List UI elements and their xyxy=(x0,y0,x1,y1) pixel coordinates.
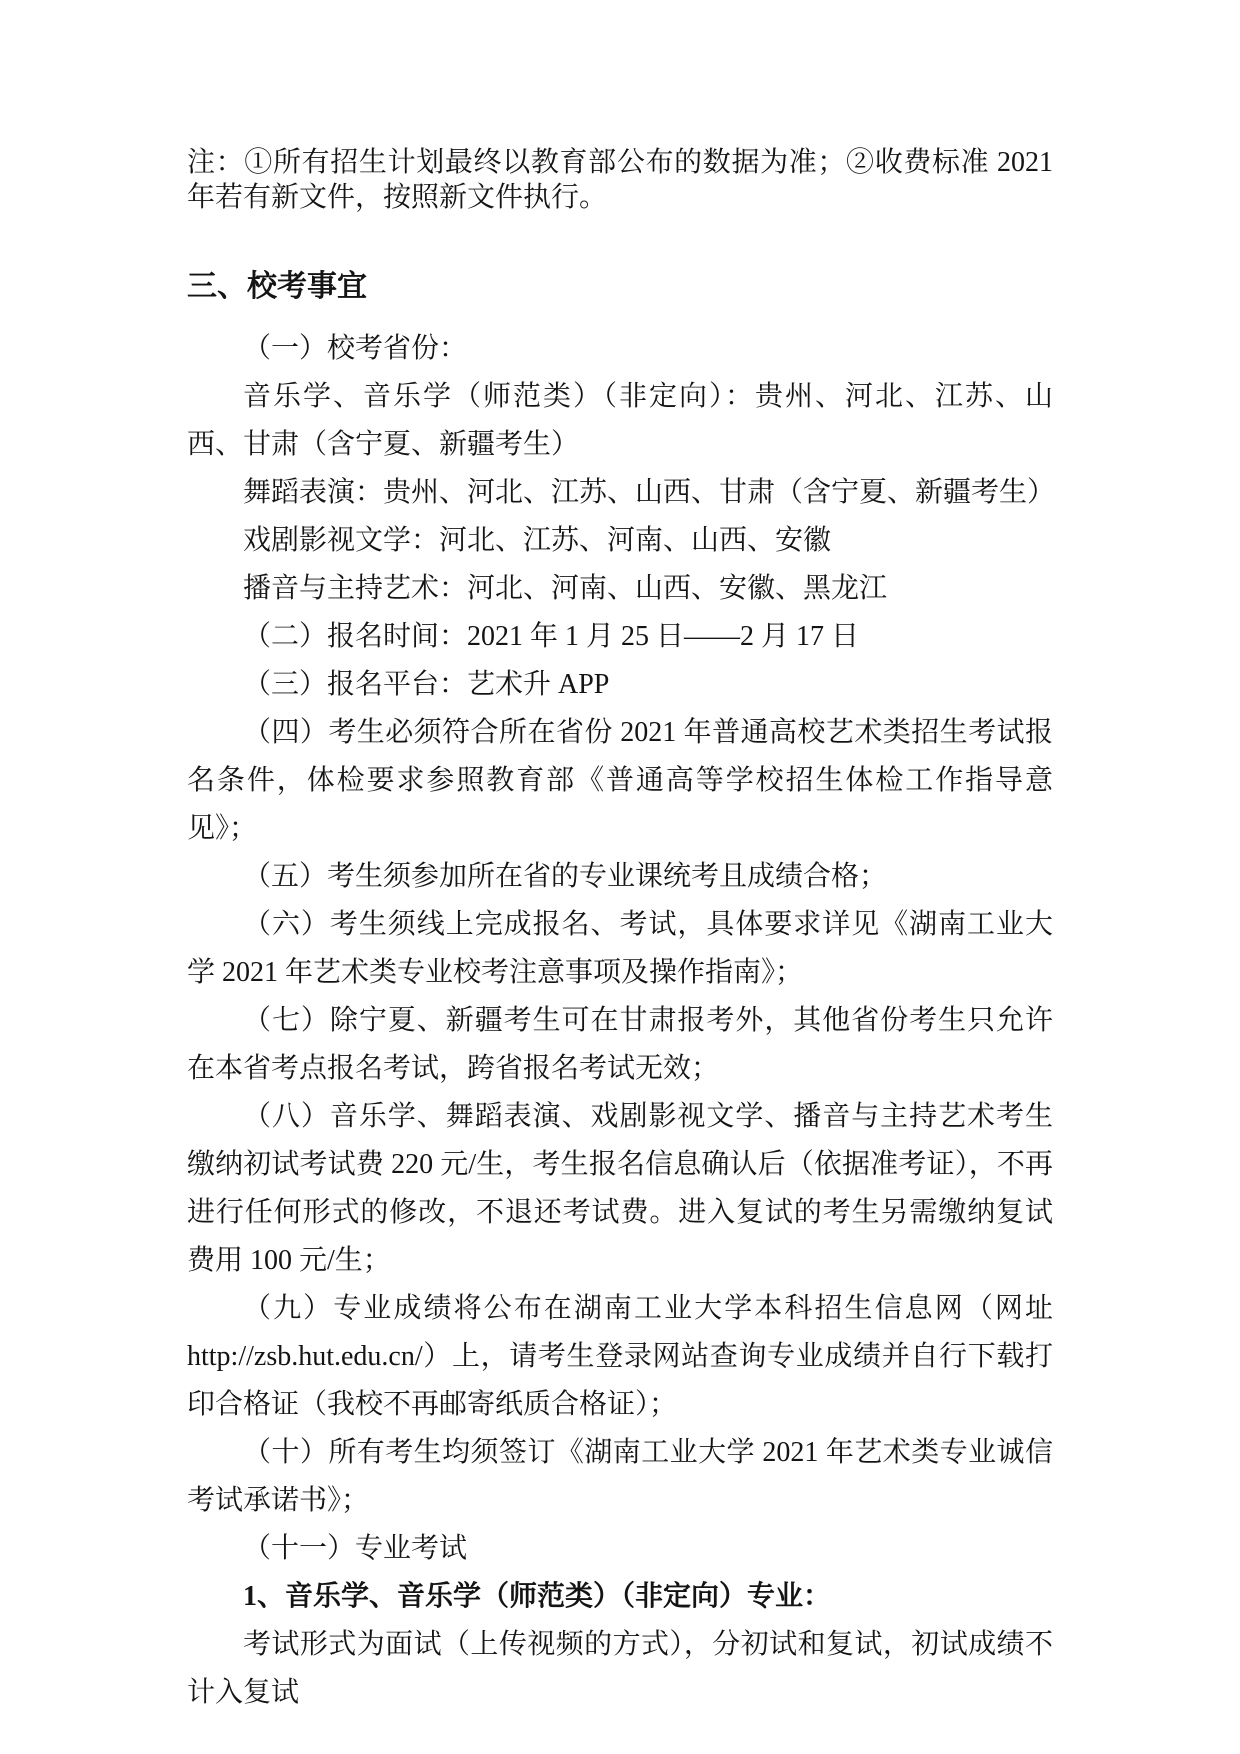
para-exam-provinces-label: （一）校考省份： xyxy=(243,333,468,364)
para-online-registration: （六）考生须线上完成报名、考试，具体要求详见《湖南工业大学 2021 年艺术类专业校考注意事项及操作指南》； xyxy=(187,909,1053,988)
para-professional-exam-label: （十一）专业考试 xyxy=(243,1533,468,1564)
para-exam-fees: （八）音乐学、舞蹈表演、戏剧影视文学、播音与主持艺术考生缴纳初试考试费 220 元/生，考生报名信息确认后（依据准考证），不再进行任何形式的修改，不退还考试费。进入复试的考生另需缴纳复试费用 100 元/生； xyxy=(187,1101,1053,1276)
para-broadcast-provinces: 播音与主持艺术：河北、河南、山西、安徽、黑龙江 xyxy=(243,573,888,604)
para-eligibility: （四）考生必须符合所在省份 2021 年普通高校艺术类招生考试报名条件，体检要求参照教育部《普通高等学校招生体检工作指导意见》； xyxy=(187,717,1053,844)
section-body xyxy=(187,325,1056,1717)
subheading-music-major: 1、音乐学、音乐学（师范类）（非定向）专业： xyxy=(243,1581,832,1612)
section-heading: 三、校考事宜 xyxy=(187,270,367,303)
para-exam-format: 考试形式为面试（上传视频的方式），分初试和复试，初试成绩不计入复试 xyxy=(187,1629,1053,1708)
para-drama-provinces: 戏剧影视文学：河北、江苏、河南、山西、安徽 xyxy=(243,525,832,556)
para-score-publication: （九）专业成绩将公布在湖南工业大学本科招生信息网（网址 http://zsb.hut.edu.cn/）上，请考生登录网站查询专业成绩并自行下载打印合格证（我校不再邮寄纸质合格证）； xyxy=(187,1293,1053,1420)
para-cross-province-rule: （七）除宁夏、新疆考生可在甘肃报考外，其他省份考生只允许在本省考点报名考试，跨省报名考试无效； xyxy=(187,1005,1053,1084)
para-registration-time: （二）报名时间：2021 年 1 月 25 日——2 月 17 日 xyxy=(243,621,860,652)
para-provincial-exam: （五）考生须参加所在省的专业课统考且成绩合格； xyxy=(243,861,888,892)
note-paragraph: 注：①所有招生计划最终以教育部公布的数据为准；②收费标准 2021 年若有新文件，按照新文件执行。 xyxy=(187,147,1053,213)
para-dance-provinces: 舞蹈表演：贵州、河北、江苏、山西、甘肃（含宁夏、新疆考生） xyxy=(243,477,1056,508)
para-music-provinces: 音乐学、音乐学（师范类）（非定向）：贵州、河北、江苏、山西、甘肃（含宁夏、新疆考生） xyxy=(187,381,1053,460)
para-registration-platform: （三）报名平台：艺术升 APP xyxy=(243,669,610,700)
para-integrity-commitment: （十）所有考生均须签订《湖南工业大学 2021 年艺术类专业诚信考试承诺书》； xyxy=(187,1437,1053,1516)
